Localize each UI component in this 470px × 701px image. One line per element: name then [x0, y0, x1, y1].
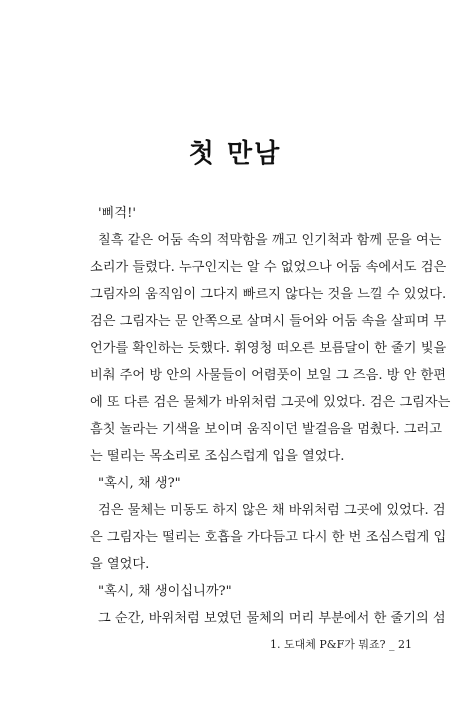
text-line: 흠칫 놀라는 기색을 보이며 움직이던 발걸음을 멈췄다. 그러고: [90, 422, 443, 437]
text-line: 그 순간, 바위처럼 보였던 물체의 머리 부분에서 한 줄기의 섬: [98, 611, 446, 626]
text-line: 검은 그림자는 문 안쪽으로 살며시 들어와 어둠 속을 살피며 무: [90, 314, 447, 329]
text-line: "혹시, 채 생?": [98, 476, 181, 491]
chapter-title: 첫 만남: [188, 139, 282, 169]
text-line: 소리가 들렸다. 누구인지는 알 수 없었으나 어둠 속에서도 검은: [90, 260, 447, 275]
text-line: 을 열었다.: [90, 557, 150, 572]
text-line: 언가를 확인하는 듯했다. 휘영청 떠오른 보름달이 한 줄기 빛을: [90, 341, 447, 356]
body-text: [90, 200, 451, 632]
text-line: 그림자의 움직임이 그다지 빠르지 않다는 것을 느낄 수 있었다.: [90, 287, 447, 302]
text-line: 비춰 주어 방 안의 사물들이 어렴풋이 보일 그 즈음. 방 안 한편: [90, 368, 447, 383]
text-line: 검은 물체는 미동도 하지 않은 채 바위처럼 그곳에 있었다. 검: [98, 503, 446, 518]
text-line: "혹시, 채 생이십니까?": [98, 584, 232, 599]
text-line: 에 또 다른 검은 물체가 바위처럼 그곳에 있었다. 검은 그림자는: [90, 395, 451, 410]
text-line: 칠흑 같은 어둠 속의 적막함을 깨고 인기척과 함께 문을 여는: [98, 233, 442, 248]
text-line: '삐걱!': [98, 206, 137, 221]
running-footer: 1. 도대체 P&F가 뭐죠? _ 21: [270, 638, 412, 651]
text-line: 은 그림자는 떨리는 호흡을 가다듬고 다시 한 번 조심스럽게 입: [90, 530, 447, 545]
text-line: 는 떨리는 목소리로 조심스럽게 입을 열었다.: [90, 449, 345, 464]
